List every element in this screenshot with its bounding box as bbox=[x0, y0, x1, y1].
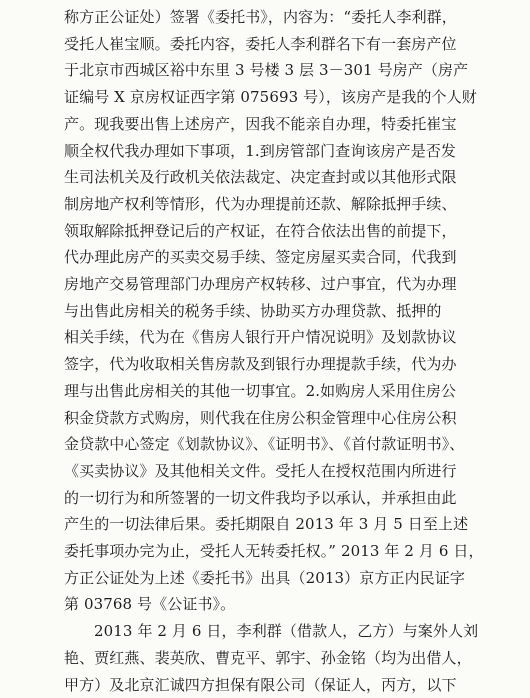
text-line: 积金贷款方式购房，则代我在住房公积金管理中心住房公积 bbox=[64, 408, 457, 427]
text-line: 受托人崔宝顺。委托内容，委托人李利群名下有一套房产位 bbox=[64, 34, 457, 53]
text-line: 的一切行为和所签署的一切文件我均予以承认，并承担由此 bbox=[64, 488, 457, 507]
text-line: 与出售此房相关的税务手续、协助买方办理贷款、抵押的 bbox=[64, 301, 442, 320]
text-line: 金贷款中心签定《划款协议》、《证明书》、《首付款证明书》、 bbox=[64, 435, 465, 454]
text-line: 理与出售此房相关的其他一切事宜。2.如购房人采用住房公 bbox=[64, 381, 457, 400]
paragraph-first-line: 2013 年 2 月 6 日，李利群（借款人，乙方）与案外人刘 bbox=[94, 622, 479, 641]
text-line: 制房地产权利等情形，代为办理提前还款、解除抵押手续、 bbox=[64, 194, 457, 213]
text-line: 于北京市西城区裕中东里 3 号楼 3 层 3－301 号房产（房产 bbox=[64, 61, 469, 80]
text-line: 领取解除抵押登记后的产权证，在符合依法出售的前提下， bbox=[64, 221, 457, 240]
text-line: 委托事项办完为止，受托人无转委托权。” 2013 年 2 月 6 日， bbox=[64, 542, 484, 561]
text-line: 顺全权代我办理如下事项，1.到房管部门查询该房产是否发 bbox=[64, 141, 457, 160]
text-line: 《买卖协议》及其他相关文件。受托人在授权范围内所进行 bbox=[64, 461, 457, 480]
text-line: 房地产交易管理部门办理房产权转移、过户事宜，代为办理 bbox=[64, 275, 457, 294]
text-line: 艳、贾红燕、裴英欣、曹克平、郭宇、孙金铭（均为出借人， bbox=[64, 648, 472, 667]
text-line: 相关手续，代为在《售房人银行开户情况说明》及划款协议 bbox=[64, 328, 457, 347]
text-line: 方正公证处为上述《委托书》出具（2013）京方正内民证字 bbox=[64, 568, 465, 587]
text-line: 生司法机关及行政机关依法裁定、决定查封或以其他形式限 bbox=[64, 168, 457, 187]
text-line: 签字，代为收取相关售房款及到银行办理提款手续，代为办 bbox=[64, 355, 457, 374]
text-line: 产。现我要出售上述房产，因我不能亲自办理，特委托崔宝 bbox=[64, 114, 457, 133]
text-line: 甲方）及北京汇诚四方担保有限公司（保证人，丙方，以下 bbox=[64, 675, 457, 694]
text-line: 代办理此房产的买卖交易手续、签定房屋买卖合同，代我到 bbox=[64, 248, 457, 267]
text-line: 第 03768 号《公证书》。 bbox=[64, 595, 236, 614]
text-line: 产生的一切法律后果。委托期限自 2013 年 3 月 5 日至上述 bbox=[64, 515, 469, 534]
text-line: 证编号 X 京房权证西字第 075693 号），该房产是我的个人财 bbox=[64, 88, 477, 107]
text-line: 称方正公证处）签署《委托书》，内容为：“委托人李利群， bbox=[64, 8, 457, 26]
